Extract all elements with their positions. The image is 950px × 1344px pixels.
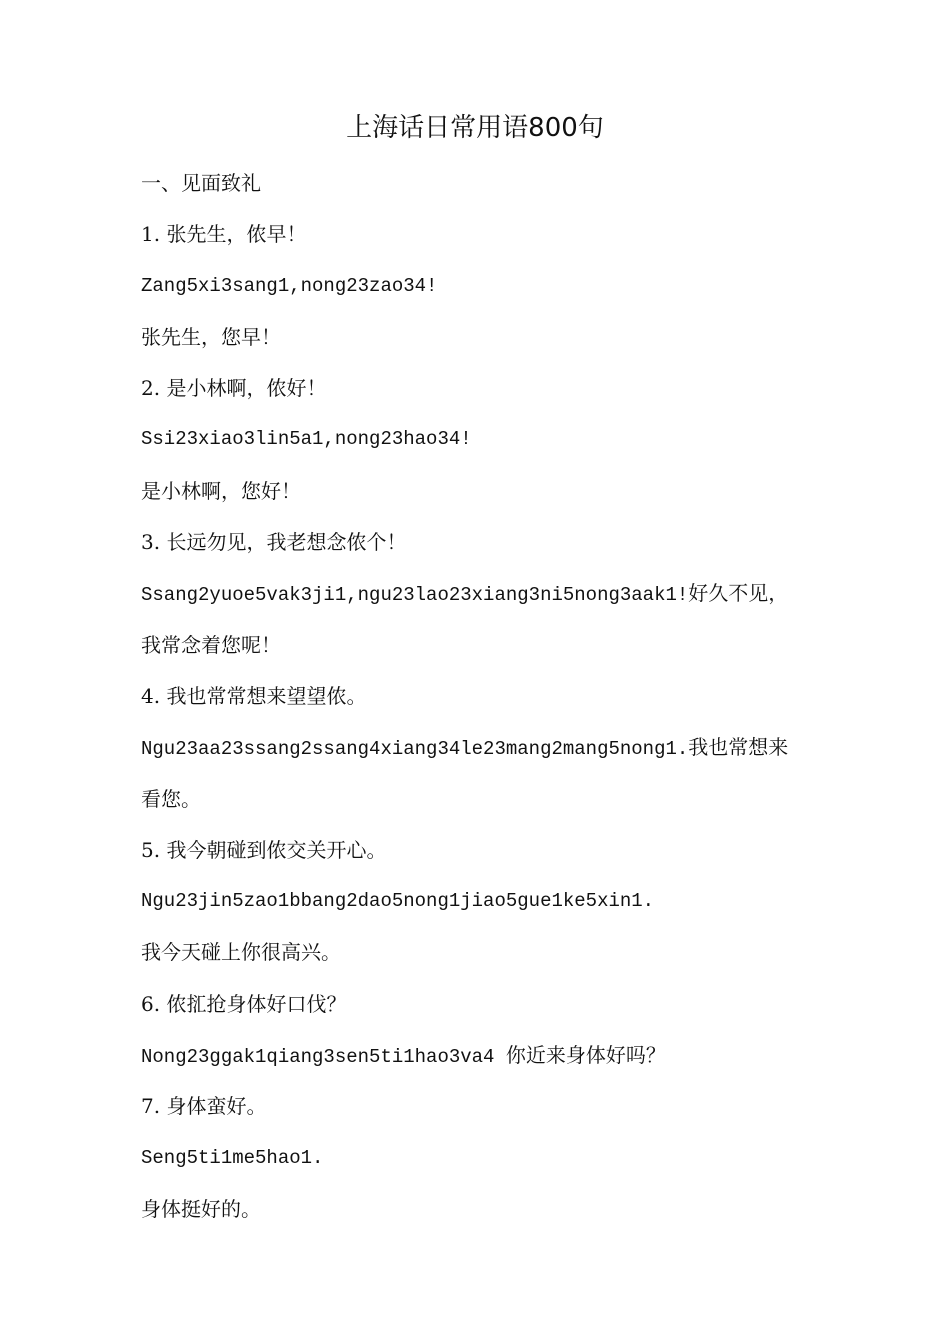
entry-3-phrase: 3. 长远勿见，我老想念侬个！ xyxy=(141,530,407,555)
entry-2-phrase: 2. 是小林啊，侬好！ xyxy=(141,376,327,401)
entry-3-translation-start: 好久不见， xyxy=(688,581,789,606)
entry-5-phrase: 5. 我今朝碰到侬交关开心。 xyxy=(141,837,387,862)
entry-2-translation: 是小林啊，您好！ xyxy=(141,478,301,503)
entry-7-phrase: 7. 身体蛮好。 xyxy=(141,1094,267,1119)
entry-6-romanization: Nong23ggak1qiang3sen5ti1hao3va4 xyxy=(141,1046,495,1069)
entry-4-translation-cont: 看您。 xyxy=(141,786,201,811)
entry-6-translation: 你近来身体好吗？ xyxy=(505,1043,666,1068)
entry-4-romanization-line xyxy=(141,722,821,773)
entry-6-romanization-line xyxy=(141,1030,821,1081)
entry-4-romanization: Ngu23aa23ssang2ssang4xiang34le23mang2mang5nong1. xyxy=(141,738,689,761)
entry-4-phrase: 4. 我也常常想来望望侬。 xyxy=(141,683,367,708)
entry-1-romanization: Zang5xi3sang1,nong23zao34! xyxy=(141,274,438,297)
section-heading: 一、见面致礼 xyxy=(141,171,261,195)
document-title: 上海话日常用语800句 xyxy=(346,113,604,143)
entry-6-phrase: 6. 侬㧟抢身体好口伐？ xyxy=(141,991,347,1016)
entry-3-romanization-line xyxy=(141,568,821,619)
entry-1-phrase: 1. 张先生，侬早！ xyxy=(141,222,307,247)
entry-5-romanization: Ngu23jin5zao1bbang2dao5nong1jiao5gue1ke5xin1. xyxy=(141,890,655,913)
entry-7-translation: 身体挺好的。 xyxy=(141,1196,261,1221)
entry-5-translation: 我今天碰上你很高兴。 xyxy=(141,940,341,965)
entry-4-translation-start: 我也常想来 xyxy=(688,735,789,760)
entry-7-romanization: Seng5ti1me5hao1. xyxy=(141,1146,324,1169)
document-body xyxy=(141,158,821,1235)
entry-3-romanization: Ssang2yuoe5vak3ji1,ngu23lao23xiang3ni5nong3aak1! xyxy=(141,584,689,607)
entry-1-translation: 张先生，您早！ xyxy=(141,324,281,349)
entry-2-romanization: Ssi23xiao3lin5a1,nong23hao34! xyxy=(141,428,472,451)
entry-3-translation-cont: 我常念着您呢！ xyxy=(141,632,281,657)
